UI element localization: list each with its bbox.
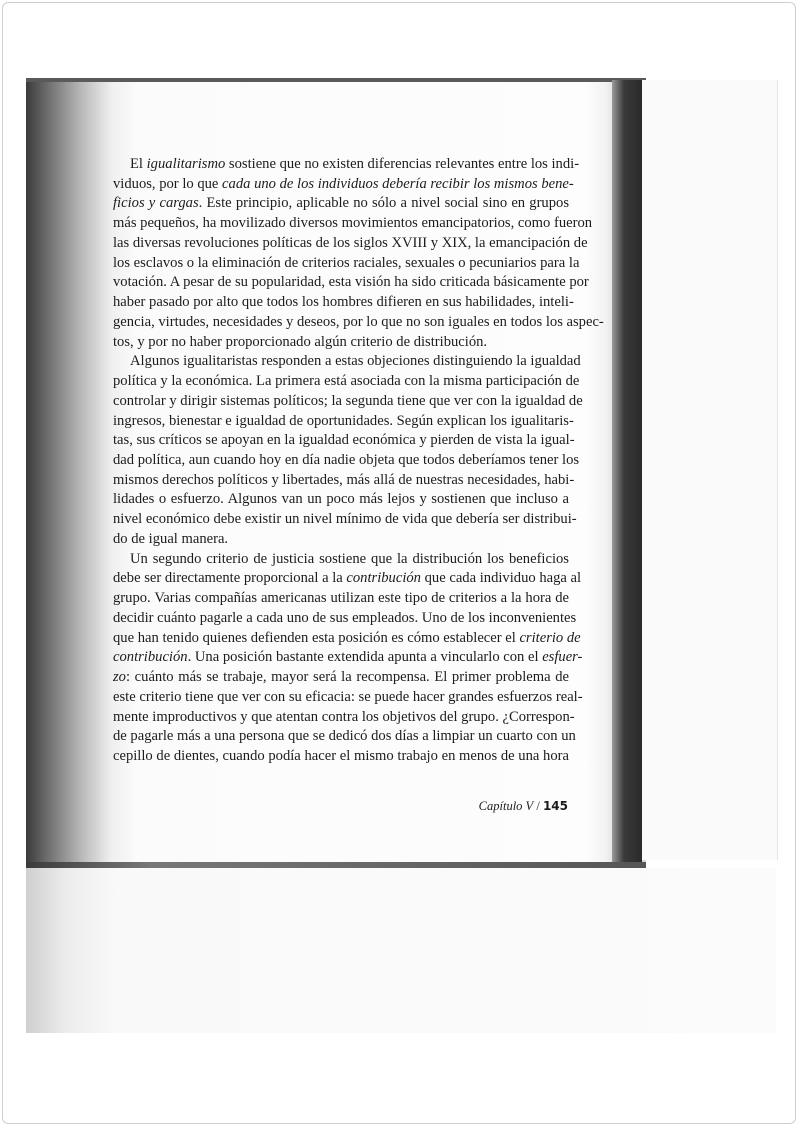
text-line — [113, 747, 569, 767]
text-run: tas, sus críticos se apoyan en la igualdad económica y pierden de vista la igual- — [113, 432, 575, 449]
text-line — [113, 629, 581, 649]
text-run: más pequeños, ha movilizado diversos movimientos emancipatorios, como fueron — [113, 215, 593, 232]
italic-text: contribución — [113, 649, 188, 666]
text-line — [113, 194, 569, 214]
text-run: cepillo de dientes, cuando podía hacer el mismo trabajo en menos de una hora — [113, 748, 569, 765]
text-line — [113, 708, 575, 728]
text-line — [113, 550, 569, 570]
text-run: Algunos igualitaristas responden a estas objeciones distinguiendo la igualdad — [130, 353, 581, 370]
text-run: sostiene que no existen diferencias relevantes entre los indi- — [225, 156, 580, 172]
italic-text: cada uno de los individuos debería recibir los mismos bene- — [222, 175, 574, 192]
text-run: dad política, aun cuando hoy en día nadie objeta que todos deberíamos tener los — [113, 452, 580, 469]
text-run: El — [130, 156, 147, 172]
text-run: . Este principio, aplicable no sólo a nivel social sino en grupos — [198, 195, 570, 212]
page-number: 145 — [542, 799, 568, 813]
text-line — [113, 688, 583, 708]
text-line — [113, 412, 574, 432]
text-line — [113, 313, 604, 333]
text-run: gencia, virtudes, necesidades y deseos, por lo que no son iguales en todos los aspec- — [113, 313, 604, 330]
text-line — [113, 175, 574, 195]
text-run: tos, y por no haber proporcionado algún criterio de distribución. — [113, 333, 488, 350]
scan-top-edge — [26, 78, 646, 82]
text-run: los esclavos o la eliminación de criterios raciales, sexuales o pecuniarios para la — [113, 254, 580, 271]
text-run: decidir cuánto pagarle a cada uno de sus empleados. Uno de los inconvenientes — [113, 609, 577, 626]
text-run: debe ser directamente proporcional a la — [113, 570, 347, 587]
text-run: este criterio tiene que ver con su eficacia: se puede hacer grandes esfuerzos real- — [113, 688, 583, 705]
text-line — [113, 273, 589, 293]
text-line — [113, 451, 580, 471]
scan-lower-area — [26, 868, 776, 1033]
text-run: votación. A pesar de su popularidad, esta visión ha sido criticada básicamente por — [113, 274, 589, 291]
italic-text: zo — [113, 669, 126, 686]
text-line — [113, 510, 577, 530]
text-run: mente improductivos y que atentan contra los objetivos del grupo. ¿Correspon- — [113, 708, 575, 725]
text-line — [113, 471, 575, 491]
text-run: ingresos, bienestar e igualdad de oportunidades. Según explican los igualitaris- — [113, 412, 574, 429]
paragraph — [113, 352, 583, 549]
text-line — [113, 372, 580, 392]
text-line — [113, 727, 576, 747]
text-run: las diversas revoluciones políticas de los siglos XVIII y XIX, la emancipación de — [113, 234, 588, 251]
italic-text: contribución — [346, 570, 421, 587]
text-line — [113, 333, 569, 353]
text-line — [113, 431, 575, 451]
text-run: . Una posición bastante extendida apunta a vincularlo con el — [187, 649, 543, 666]
text-run: Un segundo criterio de justicia sostiene que la distribución los beneficios — [130, 550, 569, 567]
scan-margin — [642, 80, 778, 860]
text-line — [113, 293, 574, 313]
footer-separator: / — [533, 799, 543, 813]
text-line — [113, 648, 583, 668]
page-footer — [400, 799, 568, 814]
text-run: nivel económico debe existir un nivel mínimo de vida que debería ser distribui- — [113, 511, 577, 528]
text-run: mismos derechos políticos y libertades, más allá de nuestras necesidades, habi- — [113, 471, 575, 488]
italic-text: esfuer- — [542, 649, 583, 666]
text-run: controlar y dirigir sistemas políticos; la segunda tiene que ver con la igualdad de — [113, 392, 583, 409]
italic-text: ficios y cargas — [113, 195, 199, 212]
italic-text: igualitarismo — [146, 156, 226, 172]
text-run: que han tenido quienes defienden esta posición es cómo establecer el — [113, 629, 520, 646]
text-line — [113, 530, 569, 550]
text-run: que cada individuo haga al — [420, 570, 582, 587]
paragraph — [113, 550, 583, 767]
body-text — [113, 155, 604, 767]
text-line — [113, 155, 580, 175]
paragraph — [113, 155, 604, 352]
text-line — [113, 668, 569, 688]
text-line — [113, 214, 593, 234]
text-run: política y la económica. La primera está asociada con la misma participación de — [113, 373, 580, 390]
text-line — [113, 569, 582, 589]
text-run: : cuánto más se trabaje, mayor será la recompensa. El primer problema de — [125, 669, 569, 686]
text-run: do de igual manera. — [113, 530, 229, 547]
text-run: grupo. Varias compañías americanas utilizan este tipo de criterios a la hora de — [113, 590, 569, 607]
text-line — [113, 234, 588, 254]
italic-text: criterio de — [519, 629, 581, 646]
text-line — [113, 254, 580, 274]
text-run: de pagarle más a una persona que se dedicó dos días a limpiar un cuarto con un — [113, 728, 576, 745]
text-line — [113, 352, 581, 372]
book-spine-shadow — [612, 80, 642, 868]
text-line — [113, 609, 577, 629]
text-line — [113, 589, 569, 609]
text-line — [113, 392, 583, 412]
text-run: viduos, por lo que — [113, 175, 223, 192]
text-run: lidades o esfuerzo. Algunos van un poco más lejos y sostienen que incluso a — [113, 491, 569, 508]
text-line — [113, 490, 569, 510]
chapter-label: Capítulo V — [478, 799, 534, 813]
text-run: haber pasado por alto que todos los hombres difieren en sus habilidades, inteli- — [113, 294, 574, 311]
